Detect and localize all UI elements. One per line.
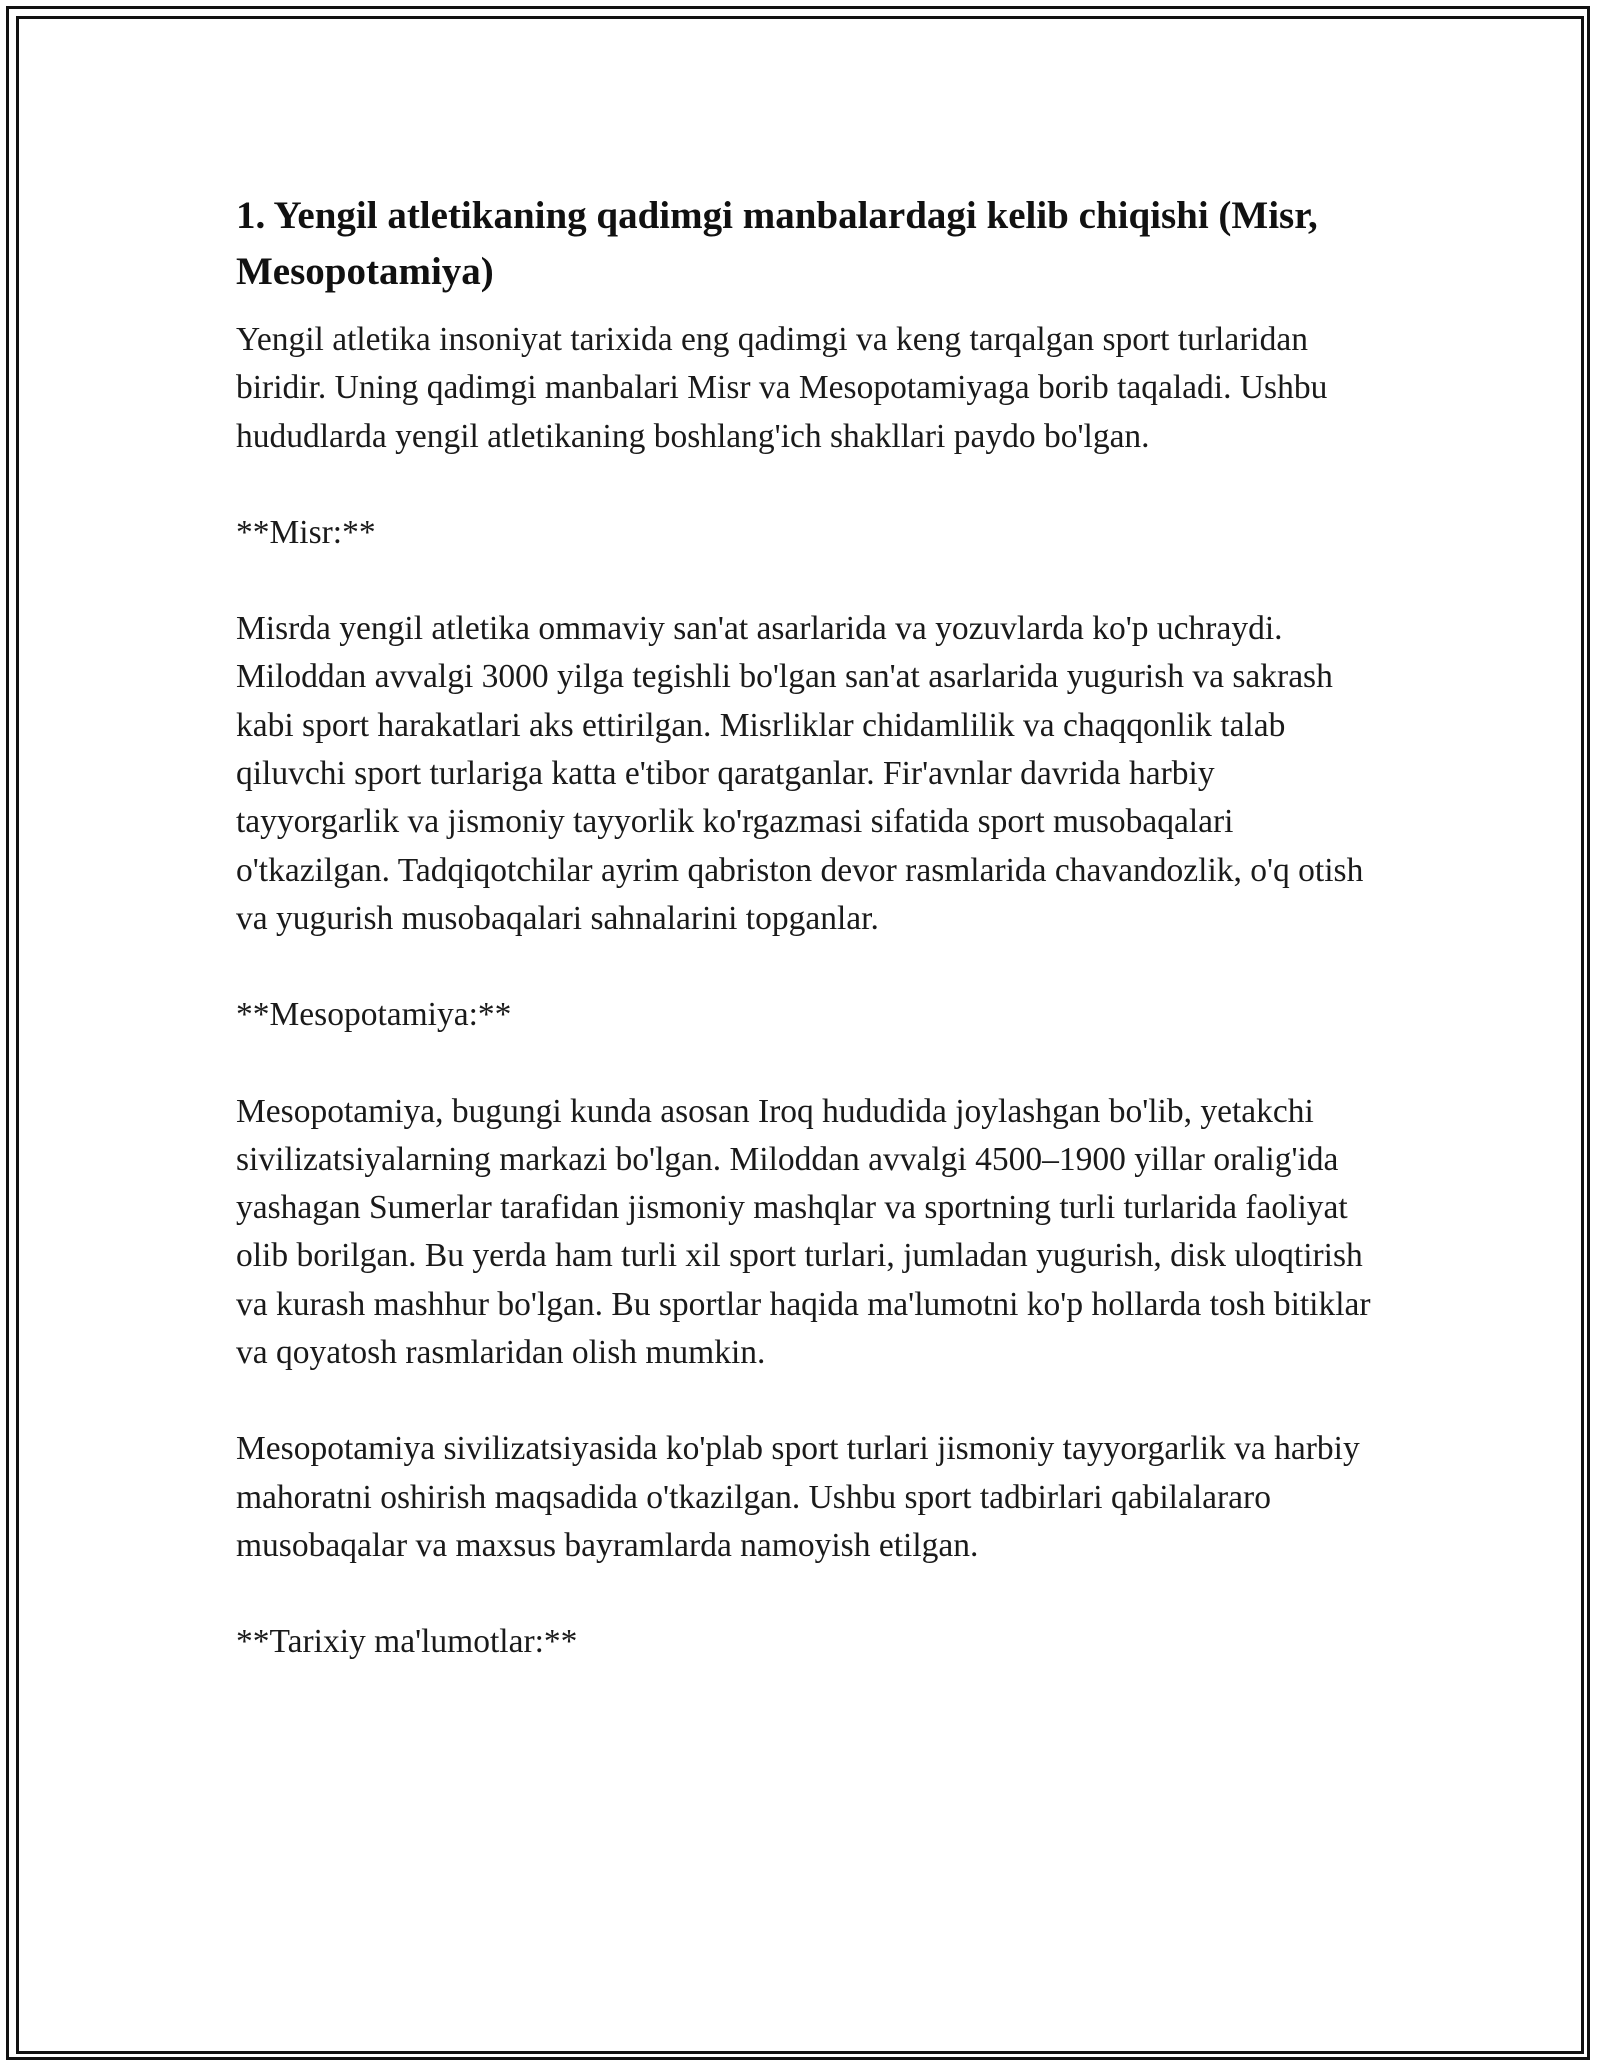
document-title: 1. Yengil atletikaning qadimgi manbalardagi kelib chiqishi (Misr, Mesopotamiya) — [236, 194, 1318, 293]
paragraph-misr: Misrda yengil atletika ommaviy san'at asarlarida va yozuvlarda ko'p uchraydi. Miloddan avvalgi 3000 yilga tegishli bo'lgan san'at asarlarida yugurish va sakrash kabi sport harakatlari aks ettirilgan. Misrliklar chidamlilik va chaqqonlik talab qiluvchi sport turlariga katta e'tibor qaratganlar. Fir'avnlar davrida harbiy tayyorgarlik va jismoniy tayyorlik ko'rgazmasi sifatida sport musobaqalari o'tkazilgan. Tadqiqotchilar ayrim qabriston devor rasmlarida chavandozlik, o'q otish va yugurish musobaqalari sahnalarini topganlar. — [236, 610, 1364, 937]
section-heading-misr: **Misr:** — [236, 513, 376, 551]
section-heading-tarixiy: **Tarixiy ma'lumotlar:** — [236, 1623, 578, 1661]
paragraph-mesopotamiya-1: Mesopotamiya, bugungi kunda asosan Iroq hududida joylashgan bo'lib, yetakchi sivilizatsiyalarning markazi bo'lgan. Miloddan avvalgi 4500–1900 yillar oralig'ida yashagan Sumerlar tarafidan jismoniy mashqlar va sportning turli turlarida faoliyat olib borilgan. Bu yerda ham turli xil sport turlari, jumladan yugurish, disk uloqtirish va kurash mashhur bo'lgan. Bu sportlar haqida ma'lumotni ko'p hollarda tosh bitiklar va qoyatosh rasmlaridan olish mumkin. — [236, 1092, 1371, 1372]
paragraph-intro: Yengil atletika insoniyat tarixida eng qadimgi va keng tarqalgan sport turlaridan biridir. Uning qadimgi manbalari Misr va Mesopotamiyaga borib taqaladi. Ushbu hududlarda yengil atletikaning boshlang'ich shakllari paydo bo'lgan. — [236, 321, 1328, 455]
paragraph-mesopotamiya-2: Mesopotamiya sivilizatsiyasida ko'plab sport turlari jismoniy tayyorgarlik va harbiy mahoratni oshirish maqsadida o'tkazilgan. Ushbu sport tadbirlari qabilalararo musobaqalar va maxsus bayramlarda namoyish etilgan. — [236, 1430, 1360, 1564]
document-body — [236, 188, 1376, 1667]
section-heading-mesopotamiya: **Mesopotamiya:** — [236, 996, 512, 1034]
